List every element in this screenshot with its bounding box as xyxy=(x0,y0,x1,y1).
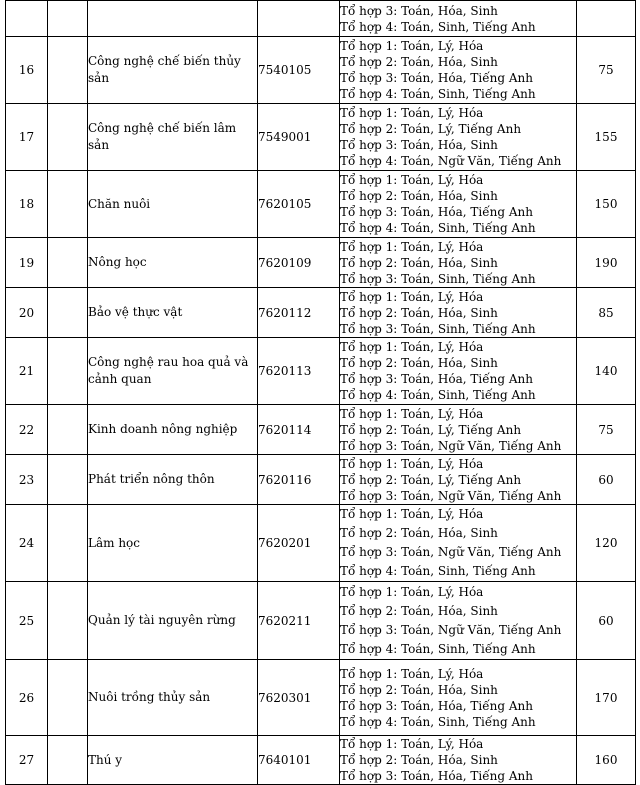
admission-table xyxy=(5,0,636,785)
subject-combinations xyxy=(340,238,577,288)
row-number: 17 xyxy=(6,104,48,171)
combination-line: Tổ hợp 3: Toán, Hóa, Tiếng Anh xyxy=(340,205,533,219)
group-cell xyxy=(48,736,88,785)
group-cell xyxy=(48,171,88,238)
major-name: Nông học xyxy=(88,238,258,288)
combination-line: Tổ hợp 2: Toán, Lý, Tiếng Anh xyxy=(340,472,522,487)
combination-line: Tổ hợp 3: Toán, Hóa, Tiếng Anh xyxy=(340,698,533,713)
admission-quota: 140 xyxy=(577,338,636,405)
table-row xyxy=(6,104,636,171)
admission-quota: 60 xyxy=(577,582,636,660)
combination-line: Tổ hợp 1: Toán, Lý, Hóa xyxy=(340,584,484,599)
table-row xyxy=(6,660,636,736)
major-code: 7620113 xyxy=(258,338,340,405)
table-row xyxy=(6,1,636,37)
group-cell xyxy=(48,405,88,455)
combination-line: Tổ hợp 1: Toán, Lý, Hóa xyxy=(340,173,484,187)
combination-line: Tổ hợp 1: Toán, Lý, Hóa xyxy=(340,406,484,421)
combination-line: Tổ hợp 3: Toán, Ngữ Văn, Tiếng Anh xyxy=(340,438,562,453)
major-code: 7620201 xyxy=(258,505,340,582)
subject-combinations xyxy=(340,582,577,660)
row-number: 22 xyxy=(6,405,48,455)
combination-line: Tổ hợp 1: Toán, Lý, Hóa xyxy=(340,456,484,471)
major-name: Công nghệ chế biến thủy sản xyxy=(88,37,258,104)
combination-line: Tổ hợp 2: Toán, Lý, Tiếng Anh xyxy=(340,422,522,437)
combination-line: Tổ hợp 2: Toán, Hóa, Sinh xyxy=(340,682,498,697)
row-number: 18 xyxy=(6,171,48,238)
combination-line: Tổ hợp 3: Toán, Hóa, Tiếng Anh xyxy=(340,769,533,783)
combination-line: Tổ hợp 3: Toán, Ngữ Văn, Tiếng Anh xyxy=(340,545,562,559)
subject-combinations xyxy=(340,171,577,238)
combination-line: Tổ hợp 2: Toán, Hóa, Sinh xyxy=(340,55,498,69)
row-number: 25 xyxy=(6,582,48,660)
admission-quota: 75 xyxy=(577,37,636,104)
subject-combinations xyxy=(340,338,577,405)
table-row xyxy=(6,736,636,785)
table-row xyxy=(6,582,636,660)
group-cell xyxy=(48,455,88,505)
major-code: 7620109 xyxy=(258,238,340,288)
major-code: 7620105 xyxy=(258,171,340,238)
major-code xyxy=(258,1,340,37)
combination-line: Tổ hợp 4: Toán, Ngữ Văn, Tiếng Anh xyxy=(340,154,562,168)
major-code: 7620211 xyxy=(258,582,340,660)
major-code: 7620116 xyxy=(258,455,340,505)
row-number: 26 xyxy=(6,660,48,736)
subject-combinations xyxy=(340,405,577,455)
major-name: Kinh doanh nông nghiệp xyxy=(88,405,258,455)
admission-quota: 120 xyxy=(577,505,636,582)
subject-combinations xyxy=(340,288,577,338)
table-row xyxy=(6,171,636,238)
major-code: 7620114 xyxy=(258,405,340,455)
combination-line: Tổ hợp 4: Toán, Sinh, Tiếng Anh xyxy=(340,564,536,578)
group-cell xyxy=(48,104,88,171)
row-number: 21 xyxy=(6,338,48,405)
combination-line: Tổ hợp 4: Toán, Sinh, Tiếng Anh xyxy=(340,714,536,729)
table-row xyxy=(6,455,636,505)
combination-line: Tổ hợp 1: Toán, Lý, Hóa xyxy=(340,106,484,120)
major-code: 7549001 xyxy=(258,104,340,171)
combination-line: Tổ hợp 2: Toán, Hóa, Sinh xyxy=(340,255,498,270)
row-number: 23 xyxy=(6,455,48,505)
row-number: 20 xyxy=(6,288,48,338)
major-name: Nuôi trồng thủy sản xyxy=(88,660,258,736)
combination-line: Tổ hợp 3: Toán, Hóa, Sinh xyxy=(340,3,498,18)
combination-line: Tổ hợp 1: Toán, Lý, Hóa xyxy=(340,39,484,53)
group-cell xyxy=(48,505,88,582)
group-cell xyxy=(48,288,88,338)
row-number: 16 xyxy=(6,37,48,104)
combination-line: Tổ hợp 2: Toán, Hóa, Sinh xyxy=(340,189,498,203)
major-name xyxy=(88,1,258,37)
admission-quota: 85 xyxy=(577,288,636,338)
combination-line: Tổ hợp 4: Toán, Sinh, Tiếng Anh xyxy=(340,19,536,34)
table-row xyxy=(6,288,636,338)
combination-line: Tổ hợp 3: Toán, Hóa, Tiếng Anh xyxy=(340,372,533,386)
combination-line: Tổ hợp 1: Toán, Lý, Hóa xyxy=(340,666,484,681)
admission-quota: 75 xyxy=(577,405,636,455)
major-code: 7640101 xyxy=(258,736,340,785)
combination-line: Tổ hợp 3: Toán, Sinh, Tiếng Anh xyxy=(340,271,536,286)
group-cell xyxy=(48,582,88,660)
combination-line: Tổ hợp 2: Toán, Hóa, Sinh xyxy=(340,526,498,540)
major-name: Công nghệ rau hoa quả và cảnh quan xyxy=(88,338,258,405)
subject-combinations xyxy=(340,505,577,582)
admission-quota: 150 xyxy=(577,171,636,238)
table-row xyxy=(6,505,636,582)
group-cell xyxy=(48,238,88,288)
subject-combinations xyxy=(340,660,577,736)
major-code: 7540105 xyxy=(258,37,340,104)
major-name: Thú y xyxy=(88,736,258,785)
table-row xyxy=(6,37,636,104)
major-name: Phát triển nông thôn xyxy=(88,455,258,505)
combination-line: Tổ hợp 2: Toán, Hóa, Sinh xyxy=(340,305,498,320)
row-number: 27 xyxy=(6,736,48,785)
group-cell xyxy=(48,660,88,736)
combination-line: Tổ hợp 1: Toán, Lý, Hóa xyxy=(340,239,484,254)
subject-combinations xyxy=(340,104,577,171)
major-name: Lâm học xyxy=(88,505,258,582)
admission-quota: 190 xyxy=(577,238,636,288)
combination-line: Tổ hợp 4: Toán, Sinh, Tiếng Anh xyxy=(340,641,536,656)
combination-line: Tổ hợp 2: Toán, Hóa, Sinh xyxy=(340,603,498,618)
table-body xyxy=(6,1,636,785)
admission-quota: 155 xyxy=(577,104,636,171)
combination-line: Tổ hợp 3: Toán, Hóa, Sinh xyxy=(340,138,498,152)
major-code: 7620301 xyxy=(258,660,340,736)
major-code: 7620112 xyxy=(258,288,340,338)
combination-line: Tổ hợp 1: Toán, Lý, Hóa xyxy=(340,737,484,751)
major-name: Bảo vệ thực vật xyxy=(88,288,258,338)
combination-line: Tổ hợp 1: Toán, Lý, Hóa xyxy=(340,340,484,354)
combination-line: Tổ hợp 1: Toán, Lý, Hóa xyxy=(340,289,484,304)
admission-quota: 170 xyxy=(577,660,636,736)
combination-line: Tổ hợp 3: Toán, Ngữ Văn, Tiếng Anh xyxy=(340,488,562,503)
combination-line: Tổ hợp 3: Toán, Hóa, Tiếng Anh xyxy=(340,71,533,85)
admission-quota: 60 xyxy=(577,455,636,505)
combination-line: Tổ hợp 2: Toán, Lý, Tiếng Anh xyxy=(340,122,522,136)
subject-combinations xyxy=(340,1,577,37)
major-name: Quản lý tài nguyên rừng xyxy=(88,582,258,660)
table-row xyxy=(6,338,636,405)
combination-line: Tổ hợp 4: Toán, Sinh, Tiếng Anh xyxy=(340,388,536,402)
combination-line: Tổ hợp 1: Toán, Lý, Hóa xyxy=(340,507,484,521)
combination-line: Tổ hợp 4: Toán, Sinh, Tiếng Anh xyxy=(340,87,536,101)
group-cell xyxy=(48,37,88,104)
row-number xyxy=(6,1,48,37)
admission-quota: 160 xyxy=(577,736,636,785)
admission-quota xyxy=(577,1,636,37)
subject-combinations xyxy=(340,37,577,104)
row-number: 24 xyxy=(6,505,48,582)
row-number: 19 xyxy=(6,238,48,288)
combination-line: Tổ hợp 2: Toán, Hóa, Sinh xyxy=(340,356,498,370)
major-name: Công nghệ chế biến lâm sản xyxy=(88,104,258,171)
group-cell xyxy=(48,1,88,37)
table-row xyxy=(6,238,636,288)
table-row xyxy=(6,405,636,455)
combination-line: Tổ hợp 3: Toán, Ngữ Văn, Tiếng Anh xyxy=(340,622,562,637)
combination-line: Tổ hợp 3: Toán, Sinh, Tiếng Anh xyxy=(340,321,536,336)
group-cell xyxy=(48,338,88,405)
subject-combinations xyxy=(340,736,577,785)
combination-line: Tổ hợp 2: Toán, Hóa, Sinh xyxy=(340,753,498,767)
combination-line: Tổ hợp 4: Toán, Sinh, Tiếng Anh xyxy=(340,221,536,235)
major-name: Chăn nuôi xyxy=(88,171,258,238)
subject-combinations xyxy=(340,455,577,505)
